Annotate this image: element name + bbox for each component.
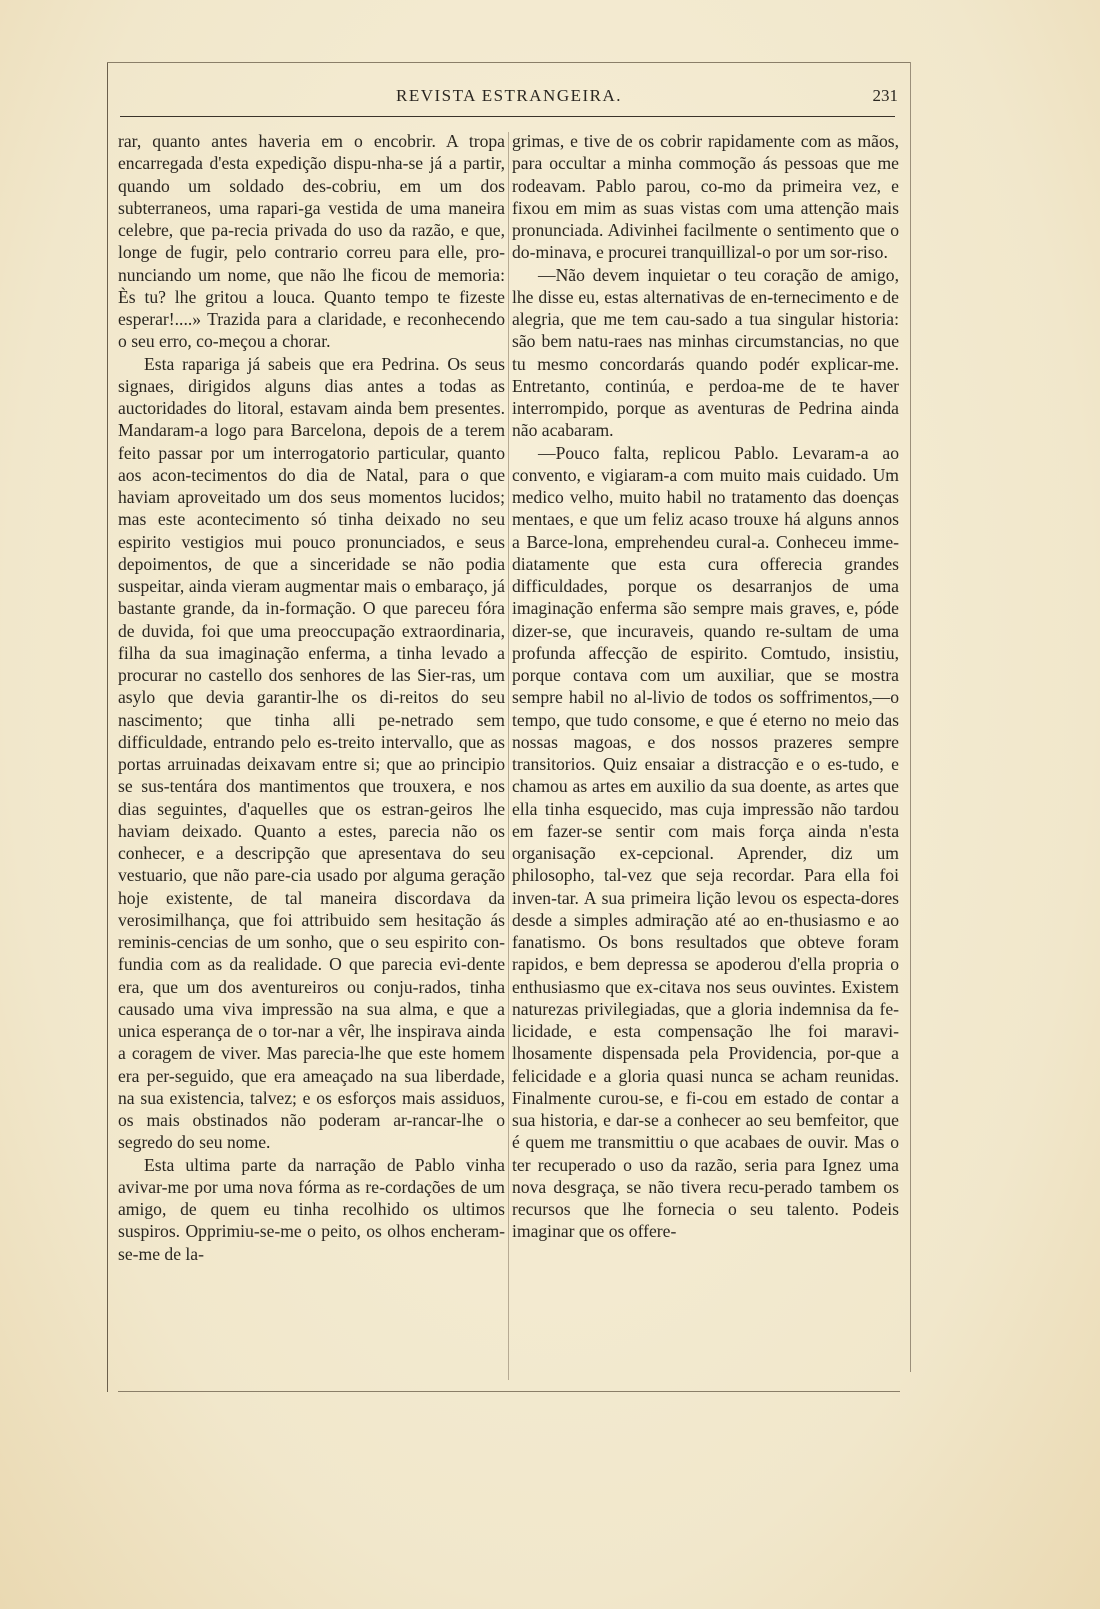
left-column <box>118 130 505 1390</box>
right-paragraph-3: —Pouco falta, replicou Pablo. Levaram-a ao convento, e vigiaram-a com muito mais cuidado. Um medico velho, muito habil no tratamento das doenças mentaes, e que um feliz acaso trouxe há alguns annos a Barce-lona, emprehendeu cural-a. Conheceu imme-diatamente que esta cura offerecia grandes difficuldades, porque os desarranjos de uma imaginação enferma são sempre mais graves, e, póde dizer-se, que incuraveis, quando re-sultam de uma profunda affecção de espirito. Comtudo, insistiu, porque contava com um auxiliar, que se mostra sempre habil no al-livio de todos os soffrimentos,—o tempo, que tudo consome, e que é eterno no meio das nossas magoas, e dos nossos prazeres sempre transitorios. Quiz ensaiar a distracção e o es-tudo, e chamou as artes em auxilio da sua doente, as artes que ella tinha esquecido, mas cuja impressão não tardou em fazer-se sentir com mais força ainda n'esta organisação ex-cepcional. Aprender, diz um philosopho, tal-vez que seja recordar. Para ella foi inven-tar. A sua primeira lição levou os especta-dores desde a simples admiração até ao en-thusiasmo e ao fanatismo. Os bons resultados que obteve foram rapidos, e bem depressa se apoderou d'ella propria o enthusiasmo que ex-citava nos seus ouvintes. Existem naturezas privilegiadas, que a gloria indemnisa da fe-licidade, e esta compensação lhe foi maravi-lhosamente dispensada pela Providencia, por-que a felicidade e a gloria quasi nunca se acham reunidas. Finalmente curou-se, e fi-cou em estado de contar a sua historia, e dar-se a conhecer ao seu bemfeitor, que é quem me transmittiu o que acabaes de ouvir. Mas o ter recuperado o uso da razão, seria para Ignez uma nova desgraça, se não tivera recu-perado tambem os recursos que lhe fornecia o seu talento. Podeis imaginar que os offere- <box>512 442 899 1242</box>
right-paragraph-2: —Não devem inquietar o teu coração de amigo, lhe disse eu, estas alternativas de en-ternecimento e de alegria, que me tem cau-sado a tua singular historia: são bem natu-raes nas minhas circumstancias, no que tu mesmo concordarás quando podér explicar-me. Entretanto, continúa, e perdoa-me de te haver interrompido, porque as aventuras de Pedrina ainda não acabaram. <box>512 264 899 441</box>
running-title: REVISTA ESTRANGEIRA. <box>395 86 623 105</box>
left-paragraph-1: rar, quanto antes haveria em o encobrir. A tropa encarregada d'esta expedição dispu-nha-se já a partir, quando um soldado des-cobriu, em um dos subterraneos, uma rapari-ga vestida de uma maneira celebre, que pa-recia privada do uso da razão, e que, longe de fugir, pelo contrario correu para elle, pro-nunciando um nome, que não lhe ficou de memoria: Ès tu? lhe gritou a louca. Quanto tempo te fizeste esperar!....» Trazida para a claridade, e reconhecendo o seu erro, co-meçou a chorar. <box>118 131 505 352</box>
left-paragraph-2: Esta rapariga já sabeis que era Pedrina. Os seus signaes, dirigidos alguns dias antes a todas as auctoridades do litoral, estavam ainda bem presentes. Mandaram-a logo para Barcelona, depois de a terem feito passar por um interrogatorio particular, quanto aos acon-tecimentos do dia de Natal, para o que haviam aproveitado um dos seus momentos lucidos; mas este acontecimento só tinha deixado no seu espirito vestigios mui pouco pronunciados, e seus depoimentos, de que a sinceridade se não podia suspeitar, ainda vieram augmentar mais o embaraço, já bastante grande, da in-formação. O que pareceu fóra de duvida, foi que uma preoccupação extraordinaria, filha da sua imaginação enferma, a tinha levado a procurar no castello dos senhores de las Sier-ras, um asylo que devia garantir-lhe os di-reitos do seu nascimento; que tinha alli pe-netrado sem difficuldade, entrando pelo es-treito intervallo, que as portas arruinadas deixavam entre si; que ao principio se sus-tentára dos mantimentos que trouxera, e nos dias seguintes, d'aquelles que os estran-geiros lhe haviam deixado. Quanto a estes, parecia não os conhecer, e a descripção que apresentava do seu vestuario, que não pare-cia usado por alguma geração hoje existente, de tal maneira discordava da verosimilhança, que foi attribuido sem hesitação ás reminis-cencias de um sonho, que o seu espirito con-fundia com as da realidade. O que parecia evi-dente era, que um dos aventureiros ou conju-rados, tinha causado uma viva impressão na sua alma, e que a unica esperança de o tor-nar a vêr, lhe inspirava ainda a coragem de viver. Mas parecia-lhe que este homem era per-seguido, que era ameaçado na sua liberdade, na sua existencia, talvez; e os esforços mais assiduos, os mais obstinados não poderam ar-rancar-lhe o segredo do seu nome. <box>118 353 505 1153</box>
page-frame-left-rule <box>107 62 108 1392</box>
page-frame-right-rule <box>910 62 911 1372</box>
bottom-rule <box>118 1391 900 1392</box>
header-rule <box>120 116 895 117</box>
column-divider <box>508 132 509 1380</box>
right-paragraph-1: grimas, e tive de os cobrir rapidamente com as mãos, para occultar a minha commoção ás pessoas que me rodeavam. Pablo parou, co-mo da primeira vez, e fixou em mim as suas vistas com uma attenção mais pronunciada. Adivinhei facilmente o sentimento que o do-minava, e procurei tranquillizal-o por um sor-riso. <box>512 131 899 263</box>
page-frame-top-rule <box>107 62 911 63</box>
page-number: 231 <box>872 86 898 105</box>
left-paragraph-3: Esta ultima parte da narração de Pablo vinha avivar-me por uma nova fórma as re-cordações de um amigo, de quem eu tinha recolhido os ultimos suspiros. Opprimiu-se-me o peito, os olhos encheram-se-me de la- <box>118 1154 505 1264</box>
running-header <box>118 86 900 110</box>
right-column <box>512 130 899 1390</box>
